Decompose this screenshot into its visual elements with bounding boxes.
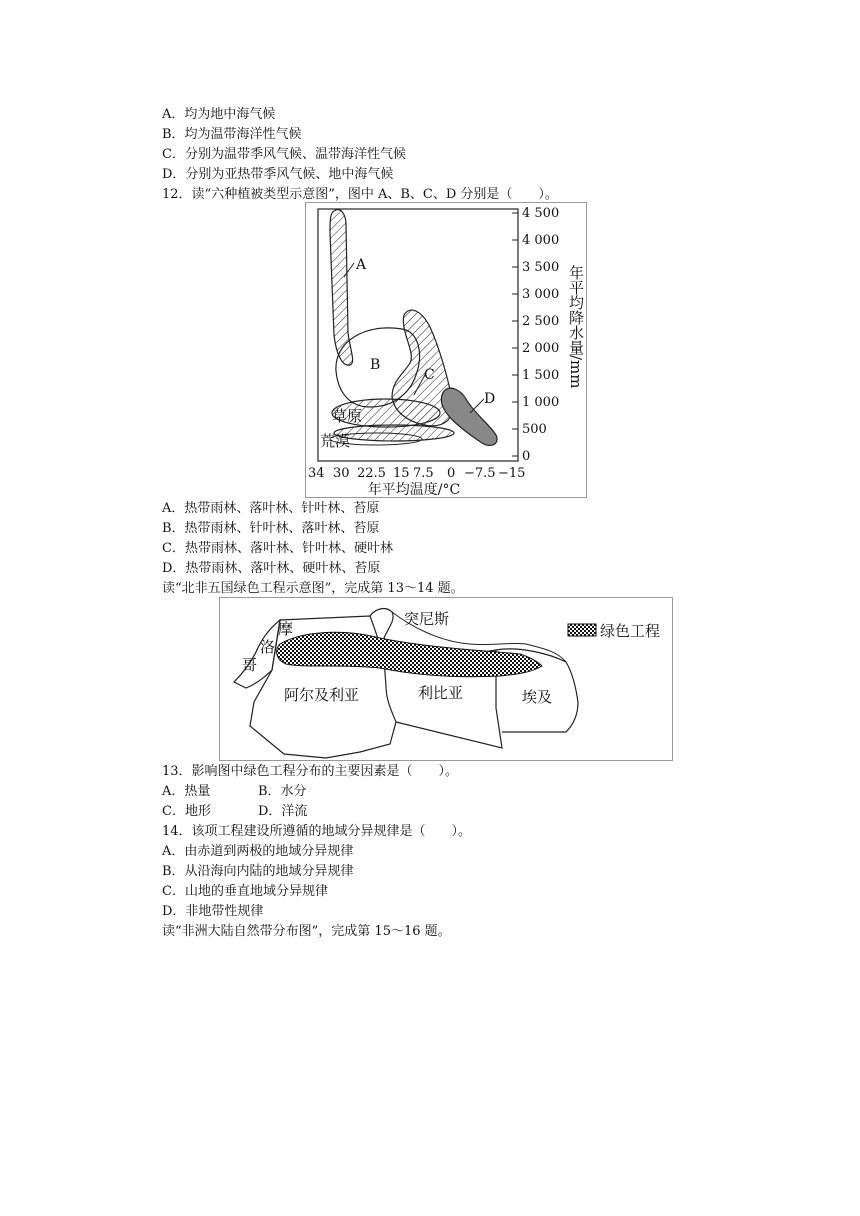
q14-option-b: B．从沿海向内陆的地域分异规律	[162, 864, 354, 879]
x-tick: −15	[498, 466, 526, 481]
y-tick: 1 000	[522, 395, 560, 410]
q11-option-d: D．分别为亚热带季风气候、地中海气候	[162, 167, 394, 182]
label-egypt: 埃及	[522, 688, 553, 706]
q11-option-c: C．分别为温带季风气候、温带海洋性气候	[162, 147, 406, 162]
y-axis	[512, 206, 559, 464]
north-africa-map	[219, 597, 673, 761]
q12-option-a: A．热带雨林、落叶林、针叶林、苔原	[162, 501, 380, 516]
q11-option-b: B．均为温带海洋性气候	[162, 127, 302, 142]
label-a: A	[356, 257, 367, 273]
label-mo: 摩	[278, 620, 294, 638]
x-tick: 15	[393, 466, 410, 481]
y-tick: 2 500	[522, 314, 560, 329]
intro-15-16: 读“非洲大陆自然带分布图”，完成第 15～16 题。	[162, 924, 451, 939]
q13-options-row-2	[162, 803, 307, 820]
label-tunisia: 突尼斯	[404, 610, 450, 628]
legend-swatch	[568, 624, 596, 636]
intro-13-14: 读“北非五国绿色工程示意图”，完成第 13～14 题。	[162, 581, 464, 596]
legend-label: 绿色工程	[600, 622, 661, 640]
label-libya: 利比亚	[418, 684, 464, 702]
y-tick: 500	[522, 422, 547, 437]
q12-option-c: C．热带雨林、落叶林、针叶林、硬叶林	[162, 541, 393, 556]
label-algeria: 阿尔及利亚	[284, 686, 360, 704]
q12-option-d: D．热带雨林、落叶林、硬叶林、苔原	[162, 561, 381, 576]
x-axis-label: 年平均温度/°C	[367, 482, 461, 497]
label-luo: 洛	[260, 638, 276, 656]
q13-option-a: A．热量	[162, 784, 211, 799]
label-d: D	[484, 391, 496, 407]
x-tick: 7.5	[413, 466, 434, 481]
y-tick: 0	[522, 449, 531, 464]
x-tick: −7.5	[464, 466, 496, 481]
q14-option-d: D．非地带性规律	[162, 904, 264, 919]
map-svg	[220, 598, 672, 760]
x-tick: 34	[308, 466, 325, 481]
q11-option-a: A．均为地中海气候	[162, 107, 276, 122]
q14-stem: 14．该项工程建设所遵循的地域分异规律是（ ）。	[162, 824, 472, 839]
q12-option-b: B．热带雨林、针叶林、落叶林、苔原	[162, 521, 380, 536]
q12-stem: 12．读“六种植被类型示意图”，图中 A、B、C、D 分别是（ ）。	[162, 187, 558, 202]
q13-stem: 13．影响图中绿色工程分布的主要因素是（ ）。	[162, 764, 459, 779]
vegetation-chart	[306, 203, 586, 497]
q13-option-b: B．水分	[258, 784, 307, 799]
y-tick: 1 500	[522, 368, 560, 383]
green-project-band	[277, 632, 542, 676]
x-axis	[308, 466, 525, 481]
y-tick: 3 500	[522, 260, 560, 275]
q14-option-c: C．山地的垂直地域分异规律	[162, 884, 328, 899]
q13-option-c: C．地形	[162, 804, 211, 819]
y-tick: 4 000	[522, 233, 560, 248]
label-ge: 哥	[242, 656, 258, 674]
label-c: C	[424, 367, 435, 383]
label-grassland: 草原	[332, 407, 363, 425]
x-tick: 0	[447, 466, 456, 481]
y-tick: 4 500	[522, 206, 560, 221]
q14-option-a: A．由赤道到两极的地域分异规律	[162, 844, 354, 859]
y-tick: 2 000	[522, 341, 560, 356]
vegetation-figure	[305, 202, 587, 498]
label-desert: 荒漠	[320, 432, 351, 450]
label-b: B	[370, 357, 381, 373]
q13-option-d: D．洋流	[258, 804, 308, 819]
y-tick: 3 000	[522, 287, 560, 302]
x-tick: 22.5	[357, 466, 386, 481]
region-a	[330, 210, 353, 365]
q13-options-row-1	[162, 783, 307, 800]
x-tick: 30	[333, 466, 350, 481]
y-axis-label: 年平均降水量/mm	[567, 265, 585, 389]
